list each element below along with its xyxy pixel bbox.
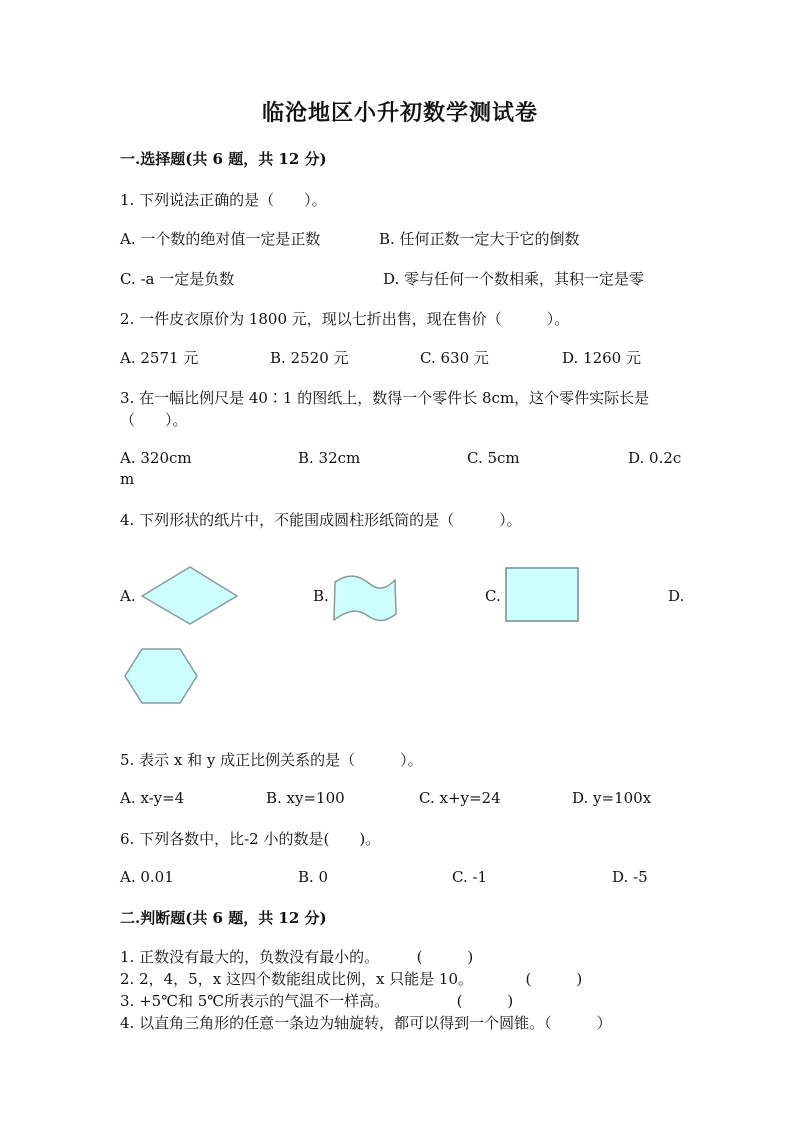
question-5-stem: 5. 表示 x 和 y 成正比例关系的是（ ）。 [120,751,423,769]
question-2-option-d: D. 1260 元 [562,349,641,367]
question-3-option-d-wrap: m [120,470,135,488]
question-4-stem: 4. 下列形状的纸片中，不能围成圆柱形纸筒的是（ ）。 [120,511,522,529]
question-4-option-c: C. [485,587,501,605]
wavy-rectangle-shape [330,572,400,624]
question-2-option-a: A. 2571 元 [120,349,199,367]
question-2-option-c: C. 630 元 [420,349,489,367]
question-2-stem: 2. 一件皮衣原价为 1800 元，现以七折出售，现在售价（ ）。 [120,310,570,328]
question-2-option-b: B. 2520 元 [270,349,349,367]
judgement-item-3: 3. +5℃和 5℃所表示的气温不一样高。 ( ) [120,992,514,1010]
question-3-option-c: C. 5cm [467,449,520,467]
rectangle-shape [505,567,580,623]
question-1-option-d: D. 零与任何一个数相乘，其积一定是零 [383,270,645,288]
question-1-option-a: A. 一个数的绝对值一定是正数 [120,230,321,248]
question-4-option-d: D. [668,587,685,605]
question-6-option-b: B. 0 [298,868,329,886]
question-1-option-c: C. -a 一定是负数 [120,270,235,288]
question-6-option-d: D. -5 [612,868,648,886]
question-1-stem: 1. 下列说法正确的是（ ）。 [120,191,327,209]
judgement-item-4: 4. 以直角三角形的任意一条边为轴旋转，都可以得到一个圆锥。（ ） [120,1014,612,1032]
question-5-option-c: C. x+y=24 [419,789,501,807]
question-1-option-b: B. 任何正数一定大于它的倒数 [379,230,580,248]
question-5-option-a: A. x-y=4 [120,789,185,807]
question-3-stem-line1: 3. 在一幅比例尺是 40∶1 的图纸上，数得一个零件长 8cm，这个零件实际长是 [120,389,650,407]
question-3-option-a: A. 320cm [120,449,192,467]
question-3-stem-line2: （ ）。 [120,411,188,429]
judgement-item-1: 1. 正数没有最大的，负数没有最小的。 ( ) [120,948,474,966]
hexagon-shape [123,647,199,705]
question-6-stem: 6. 下列各数中，比-2 小的数是( )。 [120,830,381,848]
question-5-option-b: B. xy=100 [266,789,345,807]
question-4-option-a: A. [120,587,136,605]
page-title: 临沧地区小升初数学测试卷 [261,100,538,126]
section-heading-choice: 一.选择题(共 6 题，共 12 分) [120,150,327,168]
rhombus-shape [140,565,240,627]
question-6-option-c: C. -1 [452,868,488,886]
judgement-item-2: 2. 2，4，5，x 这四个数能组成比例，x 只能是 10。 ( ) [120,970,583,988]
question-5-option-d: D. y=100x [572,789,652,807]
section-heading-judgement: 二.判断题(共 6 题，共 12 分) [120,909,327,927]
question-4-option-b: B. [313,587,329,605]
question-3-option-b: B. 32cm [298,449,361,467]
question-3-option-d: D. 0.2c [628,449,682,467]
question-6-option-a: A. 0.01 [120,868,174,886]
